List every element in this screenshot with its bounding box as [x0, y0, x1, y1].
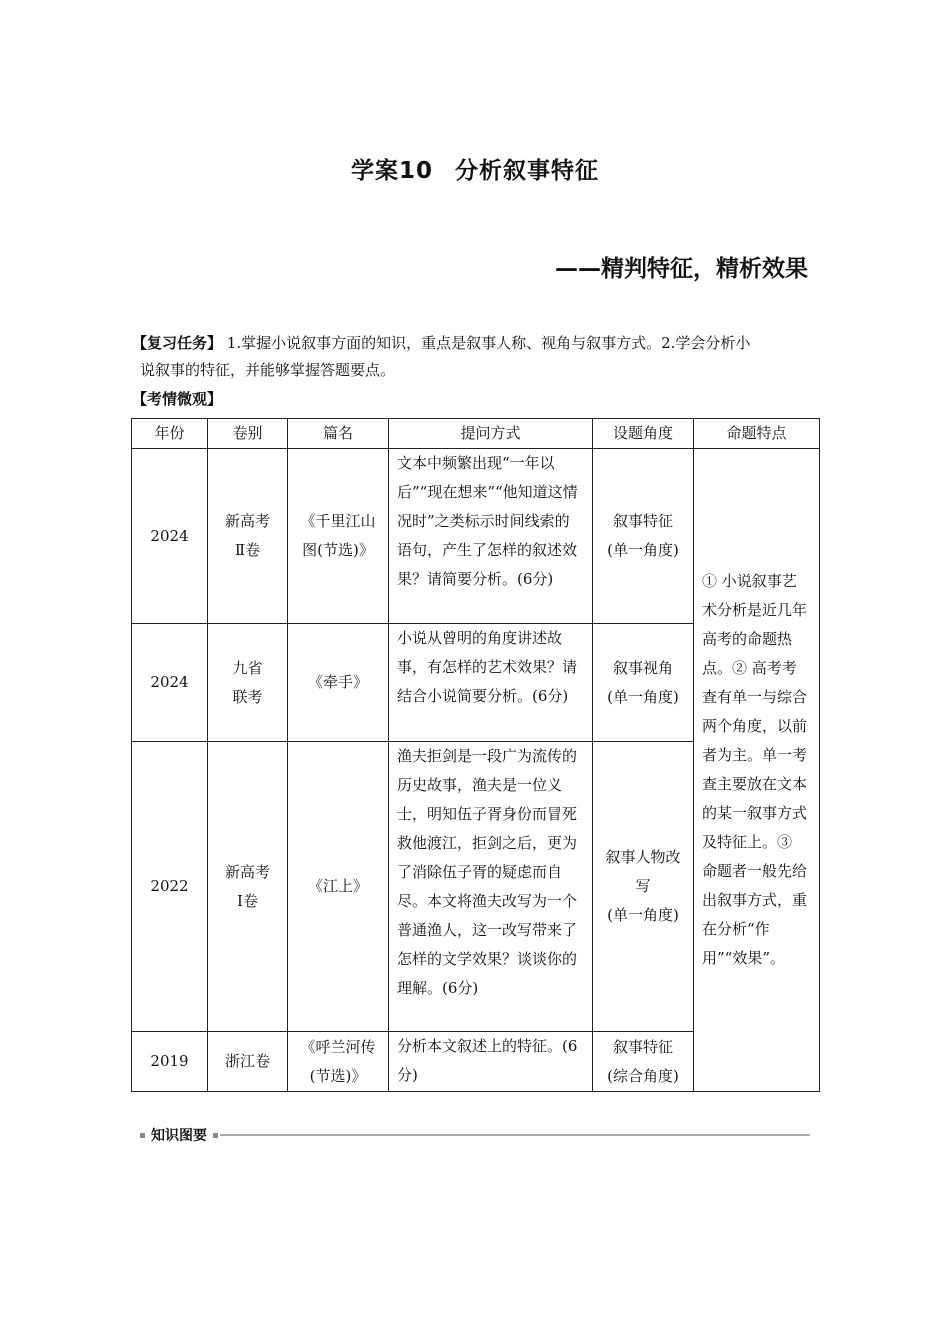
- cell-title: 《江上》: [288, 742, 389, 1032]
- section-divider: [220, 1134, 810, 1136]
- cell-angle: 叙事视角 (单一角度): [593, 624, 694, 742]
- cell-paper: 新高考 Ⅰ卷: [208, 742, 288, 1032]
- page-subtitle: ——精判特征，精析效果: [555, 256, 808, 282]
- header-paper: 卷别: [208, 419, 288, 449]
- review-task: [132, 330, 814, 384]
- cell-title: 《牵手》: [288, 624, 389, 742]
- cell-year: 2024: [132, 624, 208, 742]
- cell-features: ① 小说叙事艺术分析是近几年高考的命题热点。② 高考考查有单一与综合两个角度，以前者为主。单一考查主要放在文本的某一叙事方式及特征上。③ 命题者一般先给出叙事方式，重在分析“作用”“效果”。: [694, 449, 820, 1092]
- page-title: [0, 152, 950, 185]
- cell-title: 《千里江山图(节选)》: [288, 449, 389, 624]
- header-title: 篇名: [288, 419, 389, 449]
- section-header: [140, 1125, 810, 1145]
- title-main: 分析叙事特征: [455, 158, 599, 184]
- cell-angle: 叙事特征 (综合角度): [593, 1032, 694, 1092]
- table-row: [132, 449, 820, 624]
- exam-table: [131, 418, 820, 1092]
- cell-paper: 浙江卷: [208, 1032, 288, 1092]
- cell-angle: 叙事人物改写 (单一角度): [593, 742, 694, 1032]
- header-year: 年份: [132, 419, 208, 449]
- square-bullet-icon: [213, 1133, 218, 1138]
- section-title: 知识图要: [151, 1128, 207, 1144]
- table-header-row: [132, 419, 820, 449]
- cell-question: 小说从曾明的角度讲述故事，有怎样的艺术效果？请结合小说简要分析。(6分): [389, 624, 593, 742]
- cell-year: 2022: [132, 742, 208, 1032]
- cell-paper: 九省 联考: [208, 624, 288, 742]
- review-task-line1: 1.掌握小说叙事方面的知识，重点是叙事人称、视角与叙事方式。2.学会分析小: [226, 334, 751, 352]
- header-features: 命题特点: [694, 419, 820, 449]
- cell-year: 2019: [132, 1032, 208, 1092]
- cell-question: 分析本文叙述上的特征。(6分): [389, 1032, 593, 1092]
- cell-question: 渔夫拒剑是一段广为流传的历史故事，渔夫是一位义士，明知伍子胥身份而冒死救他渡江，拒剑之后，更为了消除伍子胥的疑虑而自尽。本文将渔夫改写为一个普通渔人，这一改写带来了怎样的文学效果？谈谈你的理解。(6分): [389, 742, 593, 1032]
- header-question: 提问方式: [389, 419, 593, 449]
- cell-paper: 新高考 Ⅱ卷: [208, 449, 288, 624]
- header-angle: 设题角度: [593, 419, 694, 449]
- kaoqing-label: 【考情微观】: [132, 390, 223, 408]
- cell-question: 文本中频繁出现“一年以后”“现在想来”“他知道这情况时”之类标示时间线索的语句，产生了怎样的叙述效果？请简要分析。(6分): [389, 449, 593, 624]
- review-task-line2: 说叙事的特征，并能够掌握答题要点。: [140, 361, 396, 379]
- review-task-label: 【复习任务】: [132, 334, 223, 352]
- cell-angle: 叙事特征 (单一角度): [593, 449, 694, 624]
- cell-title: 《呼兰河传(节选)》: [288, 1032, 389, 1092]
- cell-year: 2024: [132, 449, 208, 624]
- square-bullet-icon: [140, 1133, 145, 1138]
- title-prefix: 学案10: [350, 158, 433, 184]
